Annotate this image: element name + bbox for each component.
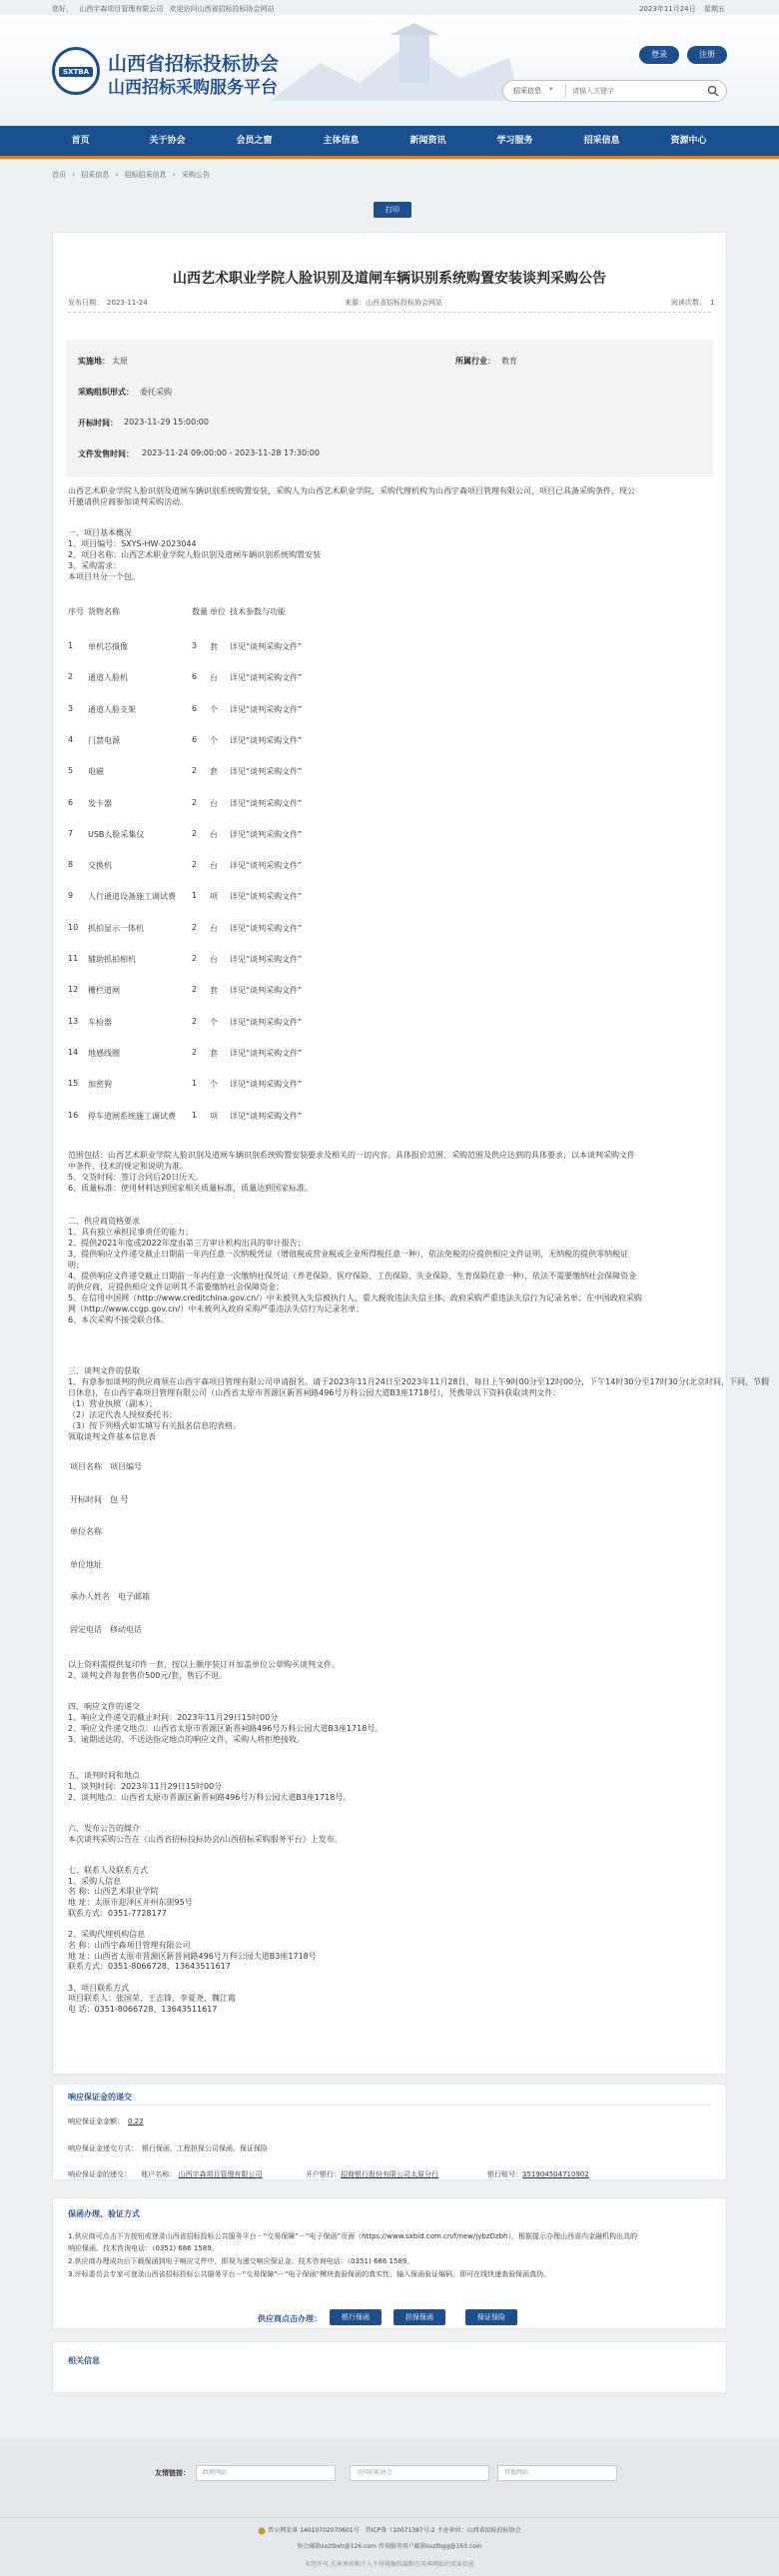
nav-entities[interactable]: 主体信息 bbox=[323, 136, 360, 146]
scope-line: 范围包括：山西艺术职业学院人脸识别及道闸车辆识别系统购置安装要求及相关的一切内容。具体报价范围、采购范围及供应达到的具体要求，以本谈判采购文件 bbox=[68, 1151, 635, 1160]
table-cell: 台 bbox=[210, 923, 218, 933]
section-line: 1、谈判时间：2023年11月29日15时00分 bbox=[68, 1782, 223, 1791]
section-line: 2、响应文件递交地点：山西省太原市晋源区新晋祠路496号万科公园大道B3座1718号。 bbox=[68, 1724, 384, 1733]
table-cell: 7 bbox=[68, 828, 74, 838]
section-line: 3、采购需求： bbox=[68, 561, 122, 570]
section-line: 日休息)，在山西宇森项目管理有限公司（山西省太原市晋源区新晋祠路496号万科公园大道B3座1718号），凭携带以下资料获取谈判文件： bbox=[68, 1388, 561, 1397]
table-cell: 详见“谈判采购文件” bbox=[230, 1017, 303, 1027]
table-cell: 台 bbox=[210, 829, 218, 839]
main-nav bbox=[0, 126, 779, 159]
table-cell: 个 bbox=[210, 735, 218, 745]
section-line: 本项目共分一个包。 bbox=[68, 572, 140, 581]
intro-line: 开邀请供应商参加谈判采购活动。 bbox=[68, 497, 188, 506]
table-cell: 16 bbox=[68, 1110, 79, 1120]
section-line: （3）按下列格式如实填写有关报名信息的表格。 bbox=[68, 1421, 242, 1430]
guide-line: 2.供应商办理成功后下载保函到电子响应文件中，即视为递交响应保证金。技术咨询电话：（0351) 686 1589。 bbox=[68, 2257, 414, 2265]
table-cell: 详见“谈判采购文件” bbox=[230, 798, 303, 808]
section-line: 项目联系人：张国荣、王志锋、李夏尧、魏江霞 bbox=[68, 1994, 236, 2004]
table-cell: 4 bbox=[68, 734, 74, 744]
table-cell: 详见“谈判采购文件” bbox=[230, 1111, 303, 1121]
table-cell: 停车道闸系统施工调试费 bbox=[88, 1111, 176, 1121]
table-cell: 通道人脸机 bbox=[88, 673, 128, 683]
table-cell: 详见“谈判采购文件” bbox=[230, 767, 303, 777]
scope-line: 中条件、技术的规定和说明为准。 bbox=[68, 1162, 188, 1171]
search-input[interactable] bbox=[565, 84, 695, 98]
nav-about[interactable]: 关于协会 bbox=[149, 136, 186, 146]
form-row: 固定电话 移动电话 bbox=[70, 1624, 142, 1634]
section-line: 地 址：山西省太原市晋源区新晋祠路496号万科公园大道B3座1718号 bbox=[68, 1951, 317, 1961]
table-cell: 详见“谈判采购文件” bbox=[230, 892, 303, 902]
table-cell: 1 bbox=[68, 641, 74, 650]
table-cell: 通道人脸支架 bbox=[88, 704, 136, 714]
table-cell: 详见“谈判采购文件” bbox=[230, 986, 303, 996]
footer-copyright: 未经许可,任何单位和个人不得镜像转载和引用本网站的页面信息 bbox=[305, 2561, 474, 2568]
section-line: 2、项目名称：山西艺术职业学院人脸识别及道闸车辆识别系统购置安装 bbox=[68, 550, 322, 559]
section-line: 名 称：山西宇森项目管理有限公司 bbox=[68, 1940, 191, 1950]
table-cell: 交换机 bbox=[88, 861, 112, 871]
nav-procurement[interactable]: 招采信息 bbox=[583, 136, 620, 146]
scope-line: 5、交货时间：签订合同后20日历天。 bbox=[68, 1173, 204, 1182]
related-heading: 相关信息 bbox=[68, 2356, 100, 2365]
section-heading: 三、谈判文件的获取 bbox=[68, 1366, 140, 1375]
breadcrumb-procurement[interactable]: 招采信息 bbox=[81, 171, 110, 179]
print-button[interactable]: 打印 bbox=[374, 202, 411, 218]
region-value: 太原 bbox=[112, 357, 128, 366]
table-cell: 套 bbox=[210, 767, 218, 777]
friendly-links-label: 友情链接： bbox=[155, 2469, 190, 2477]
topbar-date: 2023年11月24日 星期五 bbox=[639, 5, 725, 13]
table-cell: 2 bbox=[192, 797, 198, 807]
table-cell: 6 bbox=[192, 734, 198, 744]
table-cell: 1 bbox=[192, 1079, 198, 1089]
table-cell: 9 bbox=[68, 891, 74, 901]
section-line: 领取谈判文件基本信息表 bbox=[68, 1432, 156, 1441]
site-title: 山西省招标投标协会 bbox=[108, 53, 280, 75]
table-cell: 5 bbox=[68, 766, 74, 776]
table-cell: 台 bbox=[210, 673, 218, 683]
gov-sites-select[interactable]: 政府网站 bbox=[196, 2465, 336, 2481]
table-cell: 车检器 bbox=[88, 1017, 112, 1027]
table-cell: 6 bbox=[68, 797, 74, 807]
bank-guarantee-button[interactable]: 银行保函 bbox=[330, 2309, 382, 2325]
table-cell: 详见“谈判采购文件” bbox=[230, 1080, 303, 1090]
table-cell: 栅栏道闸 bbox=[88, 986, 120, 996]
table-cell: 详见“谈判采购文件” bbox=[230, 704, 303, 714]
table-cell: 详见“谈判采购文件” bbox=[230, 642, 303, 651]
table-cell: 6 bbox=[192, 672, 198, 682]
table-cell: 人行通道设备施工调试费 bbox=[88, 892, 176, 902]
breadcrumb-home[interactable]: 首页 bbox=[52, 171, 66, 179]
section-line: 2、谈判地点：山西省太原市晋源区新晋祠路496号万科公园大道B3座1718号。 bbox=[68, 1793, 352, 1802]
table-cell: 项 bbox=[210, 1111, 218, 1121]
table-cell: 1 bbox=[192, 891, 198, 901]
table-cell: 详见“谈判采购文件” bbox=[230, 673, 303, 683]
topbar-greeting: 您好， 山西宇森项目管理有限公司 欢迎访问山西省招标投标协会网站 bbox=[52, 5, 275, 13]
section-heading: 五、谈判时间和地点 bbox=[68, 1771, 140, 1780]
breadcrumb-bid-info[interactable]: 招标招采信息 bbox=[124, 171, 167, 179]
table-cell: 套 bbox=[210, 642, 218, 651]
section-line: 名 称：山西艺术职业学院 bbox=[68, 1887, 159, 1897]
table-cell: 个 bbox=[210, 1080, 218, 1090]
table-cell: 详见“谈判采购文件” bbox=[230, 735, 303, 745]
table-cell: 12 bbox=[68, 985, 79, 995]
table-cell: 详见“谈判采购文件” bbox=[230, 829, 303, 839]
article-title: 山西艺术职业学院人脸识别及道闸车辆识别系统购置安装谈判采购公告 bbox=[173, 271, 606, 287]
form-row: 开标时间 包 号 bbox=[70, 1494, 129, 1504]
section-line: 3、逾期送达的、不送达指定地点的响应文件，采购人将拒绝接收。 bbox=[68, 1735, 306, 1744]
section-line: （2）法定代表人授权委托书； bbox=[68, 1410, 178, 1419]
table-cell: 3 bbox=[68, 703, 74, 713]
breadcrumb-current: 采购公告 bbox=[181, 171, 210, 179]
section-heading: 七、联系人及联系方式 bbox=[68, 1866, 148, 1875]
sale-time-value: 2023-11-24 09:00:00 - 2023-11-28 17:30:00 bbox=[142, 448, 320, 457]
nav-members[interactable]: 会员之窗 bbox=[236, 136, 273, 146]
section-line: 联系方式：0351-7728177 bbox=[68, 1908, 167, 1918]
section-heading: 四、响应文件的递交 bbox=[68, 1702, 140, 1711]
article-source: 来源：山西省招标投标协会网站 bbox=[345, 299, 442, 307]
table-cell: 2 bbox=[192, 922, 198, 932]
guarantee-amount: 响应保证金金额： 0.22 bbox=[68, 2118, 144, 2126]
table-cell: 套 bbox=[210, 1048, 218, 1058]
industry-value: 教育 bbox=[501, 357, 517, 366]
section-line: 网（http://www.ccgp.gov.cn/）中未被列入政府采购严重违法失信行为记录名单； bbox=[68, 1304, 365, 1313]
table-cell: 10 bbox=[68, 922, 79, 932]
table-cell: 详见“谈判采购文件” bbox=[230, 955, 303, 964]
table-cell: 门禁电源 bbox=[88, 735, 120, 745]
table-cell: 14 bbox=[68, 1047, 79, 1057]
section-line: 6、本次采购不接受联合体。 bbox=[68, 1315, 170, 1324]
table-cell: 13 bbox=[68, 1016, 79, 1026]
table-cell: 套 bbox=[210, 986, 218, 996]
section-heading: 六、发布公告的媒介 bbox=[68, 1824, 140, 1833]
project-info-box: 实施地： 太原 所属行业： 教育 采购组织形式： 委托采购 开标时间： 2023-11-29 15:00:00 文件发售时间： 2023-11-24 09:00:00 - 2023-11-28 17:30:00 bbox=[66, 340, 713, 477]
section-line: 联系方式：0351-8066728、13643511617 bbox=[68, 1962, 231, 1972]
publish-date: 发布日期： 2023-11-24 bbox=[68, 299, 148, 307]
table-cell: 详见“谈判采购文件” bbox=[230, 923, 303, 933]
site-footer bbox=[0, 2439, 779, 2576]
section-line: 地 址：太原市迎泽区并州东街95号 bbox=[68, 1898, 193, 1908]
table-cell: 2 bbox=[68, 672, 74, 682]
table-cell: 1 bbox=[192, 1110, 198, 1120]
table-cell: 个 bbox=[210, 704, 218, 714]
table-cell: 2 bbox=[192, 1047, 198, 1057]
section-heading: 一、项目基本概况 bbox=[68, 528, 132, 537]
section-line: 明； bbox=[68, 1261, 84, 1270]
search-box: 招采信息 ▾ 请输入关键字 bbox=[502, 80, 727, 102]
section-line: （1）营业执照（副本）； bbox=[68, 1399, 158, 1408]
table-cell: 抓拍显示一体机 bbox=[88, 923, 144, 933]
form-note: 以上资料需提供复印件一套，按以上顺序装订并加盖单位公章购买谈判文件。 bbox=[68, 1660, 340, 1669]
table-cell: 台 bbox=[210, 798, 218, 808]
register-button[interactable]: 注册 bbox=[687, 46, 727, 64]
table-cell: 3 bbox=[192, 641, 198, 650]
table-cell: 加密狗 bbox=[88, 1080, 112, 1090]
guarantee-account-number: 银行账号：351904504710902 bbox=[487, 2170, 589, 2178]
search-category-select[interactable]: 招采信息 bbox=[513, 87, 541, 95]
other-sites-select[interactable]: 其他网站 bbox=[497, 2465, 617, 2481]
table-cell: 台 bbox=[210, 861, 218, 871]
form-row: 承办人姓名 电子邮箱 bbox=[70, 1592, 150, 1601]
section-line: 1、响应文件递交的截止时间：2023年11月29日15时00分 bbox=[68, 1713, 279, 1722]
guide-heading: 保函办理、验证方式 bbox=[68, 2209, 140, 2218]
section-line: 2、提供2021年度或2022年度由第三方审计机构出具的审计报告； bbox=[68, 1239, 306, 1248]
guarantee-method: 响应保证金递交方式： 银行保函、工程担保公司保函、保证保险 bbox=[68, 2145, 268, 2152]
intro-line: 山西艺术职业学院人脸识别及道闸车辆识别系统购置安装，采购人为山西艺术职业学院，采购代理机构为山西宇森项目管理有限公司，项目已具备采购条件，现公 bbox=[68, 486, 635, 495]
footer-icp: 晋公网安备 14010702070601号 晋ICP备（10071387号-2 主办单位：山西省招标投标协会 bbox=[0, 2525, 779, 2535]
read-count: 阅读次数： 1 bbox=[671, 299, 715, 307]
section-line: 3、项目联系方式 bbox=[68, 1983, 130, 1993]
table-cell: 电磁 bbox=[88, 767, 104, 777]
section-line: 本次谈判采购公告在《山西省招标投标协会/山西招标采购服务平台》上发布。 bbox=[68, 1835, 343, 1844]
login-button[interactable]: 登录 bbox=[639, 46, 679, 64]
insurance-button[interactable]: 保证保险 bbox=[465, 2309, 517, 2325]
table-cell: 2 bbox=[192, 766, 198, 776]
section-line: 5、在信用中国网（http://www.creditchina.gov.cn/）中未被列入失信被执行人、重大税收违法失信主体、政府采购严重违法失信行为记录名单；在中国政府采购 bbox=[68, 1293, 642, 1302]
section-line: 的供应商，应提供相应文件证明其不需要缴纳社会保障资金； bbox=[68, 1283, 284, 1291]
table-cell: 详见“谈判采购文件” bbox=[230, 1048, 303, 1058]
pagoda-background bbox=[260, 23, 519, 103]
section-line: 4、提供响应文件递交截止日期前一年内任意一次缴纳社保凭证（养老保险、医疗保险、工伤保险、失业保险、生育保险任意一种），依法不需要缴纳社会保障资金 bbox=[68, 1272, 637, 1281]
table-cell: 8 bbox=[68, 860, 74, 870]
section-line: 1、具有独立承担民事责任的能力； bbox=[68, 1228, 194, 1237]
association-logo[interactable]: SXTBA bbox=[52, 47, 100, 95]
section-line: 1、项目编号：SXYS-HW-2023044 bbox=[68, 539, 197, 548]
surety-guarantee-button[interactable]: 担保保函 bbox=[393, 2309, 445, 2325]
nav-learning[interactable]: 学习服务 bbox=[496, 136, 533, 146]
guarantee-heading: 响应保证金的递交 bbox=[68, 2093, 132, 2102]
nav-resources[interactable]: 资源中心 bbox=[670, 136, 707, 146]
table-cell: 2 bbox=[192, 860, 198, 870]
nav-news[interactable]: 新闻资讯 bbox=[409, 136, 446, 146]
table-cell: 2 bbox=[192, 828, 198, 838]
title-divider bbox=[68, 312, 711, 313]
table-cell: 台 bbox=[210, 955, 218, 964]
section-line: 2、采购代理机构信息 bbox=[68, 1930, 146, 1940]
table-cell: 6 bbox=[192, 703, 198, 713]
guarantee-account: 响应保证金的递交： 账户名称： 山西宇森项目管理有限公司 bbox=[68, 2170, 263, 2178]
user-company[interactable]: 山西宇森项目管理有限公司 bbox=[79, 5, 164, 13]
guide-line: 响应保函。技术咨询电话：（0351) 686 1589。 bbox=[68, 2244, 219, 2252]
form-row: 单位名称 bbox=[70, 1527, 102, 1536]
table-cell: 地感线圈 bbox=[88, 1048, 120, 1058]
table-cell: USB人脸采集仪 bbox=[88, 829, 145, 839]
provider-label: 供应商点击办理： bbox=[258, 2314, 322, 2323]
guarantee-bank: 开户银行：招商银行股份有限公司太原分行 bbox=[306, 2170, 438, 2178]
scope-line: 6、质量标准：使用材料达到国家相关质量标准，质量达到国家标准。 bbox=[68, 1184, 314, 1193]
guide-line: 3.评标委员会专家可登录山西省招标投标公共服务平台－“交易保障”－“电子保函”模块查验保函的真实性，输入保函验证编码，即可在线快速查验保函真伪。 bbox=[68, 2270, 551, 2278]
table-cell: 2 bbox=[192, 985, 198, 995]
section-heading: 二、供应商资格要求 bbox=[68, 1217, 140, 1226]
section-line: 3、提供响应文件递交截止日期前一年内任意一次纳税凭证（增值税或营业税或企业所得税任意一种），依法免税的应提供相应文件证明，无纳税的提供零纳税证 bbox=[68, 1250, 629, 1259]
police-badge-icon bbox=[258, 2527, 266, 2535]
org-value: 委托采购 bbox=[140, 388, 172, 397]
table-cell: 2 bbox=[192, 954, 198, 963]
nav-home[interactable]: 首页 bbox=[71, 136, 90, 146]
site-subtitle: 山西招标采购服务平台 bbox=[108, 78, 278, 98]
footer-email: 协会邮箱sxztbxh@126.com 咨询服务用户邮箱sxztbgg@163.com bbox=[297, 2543, 482, 2550]
related-card bbox=[52, 2341, 727, 2393]
section-line: 1、采购人信息 bbox=[68, 1876, 122, 1886]
table-cell: 项 bbox=[210, 892, 218, 902]
breadcrumb: 首页 › 招采信息 › 招标招采信息 › 采购公告 bbox=[52, 171, 210, 179]
search-icon[interactable] bbox=[707, 85, 719, 97]
table-cell: 2 bbox=[192, 1016, 198, 1026]
guarantee-card bbox=[52, 2084, 727, 2180]
tender-association-select[interactable]: 全国招标协会 bbox=[350, 2465, 489, 2481]
guide-line: 1.供应商可点击下方按钮或登录山西省招标投标公共服务平台－“交易保障”－“电子保函”页面（https://www.sxbid.com.cn/f/new/jybzDzbh），根据提示办理山西省内金融机构出具的 bbox=[68, 2232, 637, 2240]
table-cell: 详见“谈判采购文件” bbox=[230, 861, 303, 871]
form-row: 项目名称 项目编号 bbox=[70, 1462, 142, 1471]
table-cell: 辅助抓拍相机 bbox=[88, 955, 136, 964]
form-row: 单位地址 bbox=[70, 1559, 102, 1569]
open-time-value: 2023-11-29 15:00:00 bbox=[124, 418, 209, 427]
table-cell: 11 bbox=[68, 954, 79, 963]
section-line: 1、有意参加谈判的供应商须在山西宇森项目管理有限公司申请报名。请于2023年11月24日至2023年11月28日，每日上午9时00分至12时00分，下午14时30分至17时30分(北京时间，下同，节假 bbox=[68, 1377, 769, 1386]
table-cell: 单机芯摄像 bbox=[88, 642, 128, 651]
table-cell: 15 bbox=[68, 1079, 79, 1089]
section-line: 电 话：0351-8066728、13643511617 bbox=[68, 2005, 218, 2015]
form-note: 2、谈判文件每套售价500元/套，售后不退。 bbox=[68, 1671, 228, 1680]
table-cell: 个 bbox=[210, 1017, 218, 1027]
table-cell: 发卡器 bbox=[88, 798, 112, 808]
